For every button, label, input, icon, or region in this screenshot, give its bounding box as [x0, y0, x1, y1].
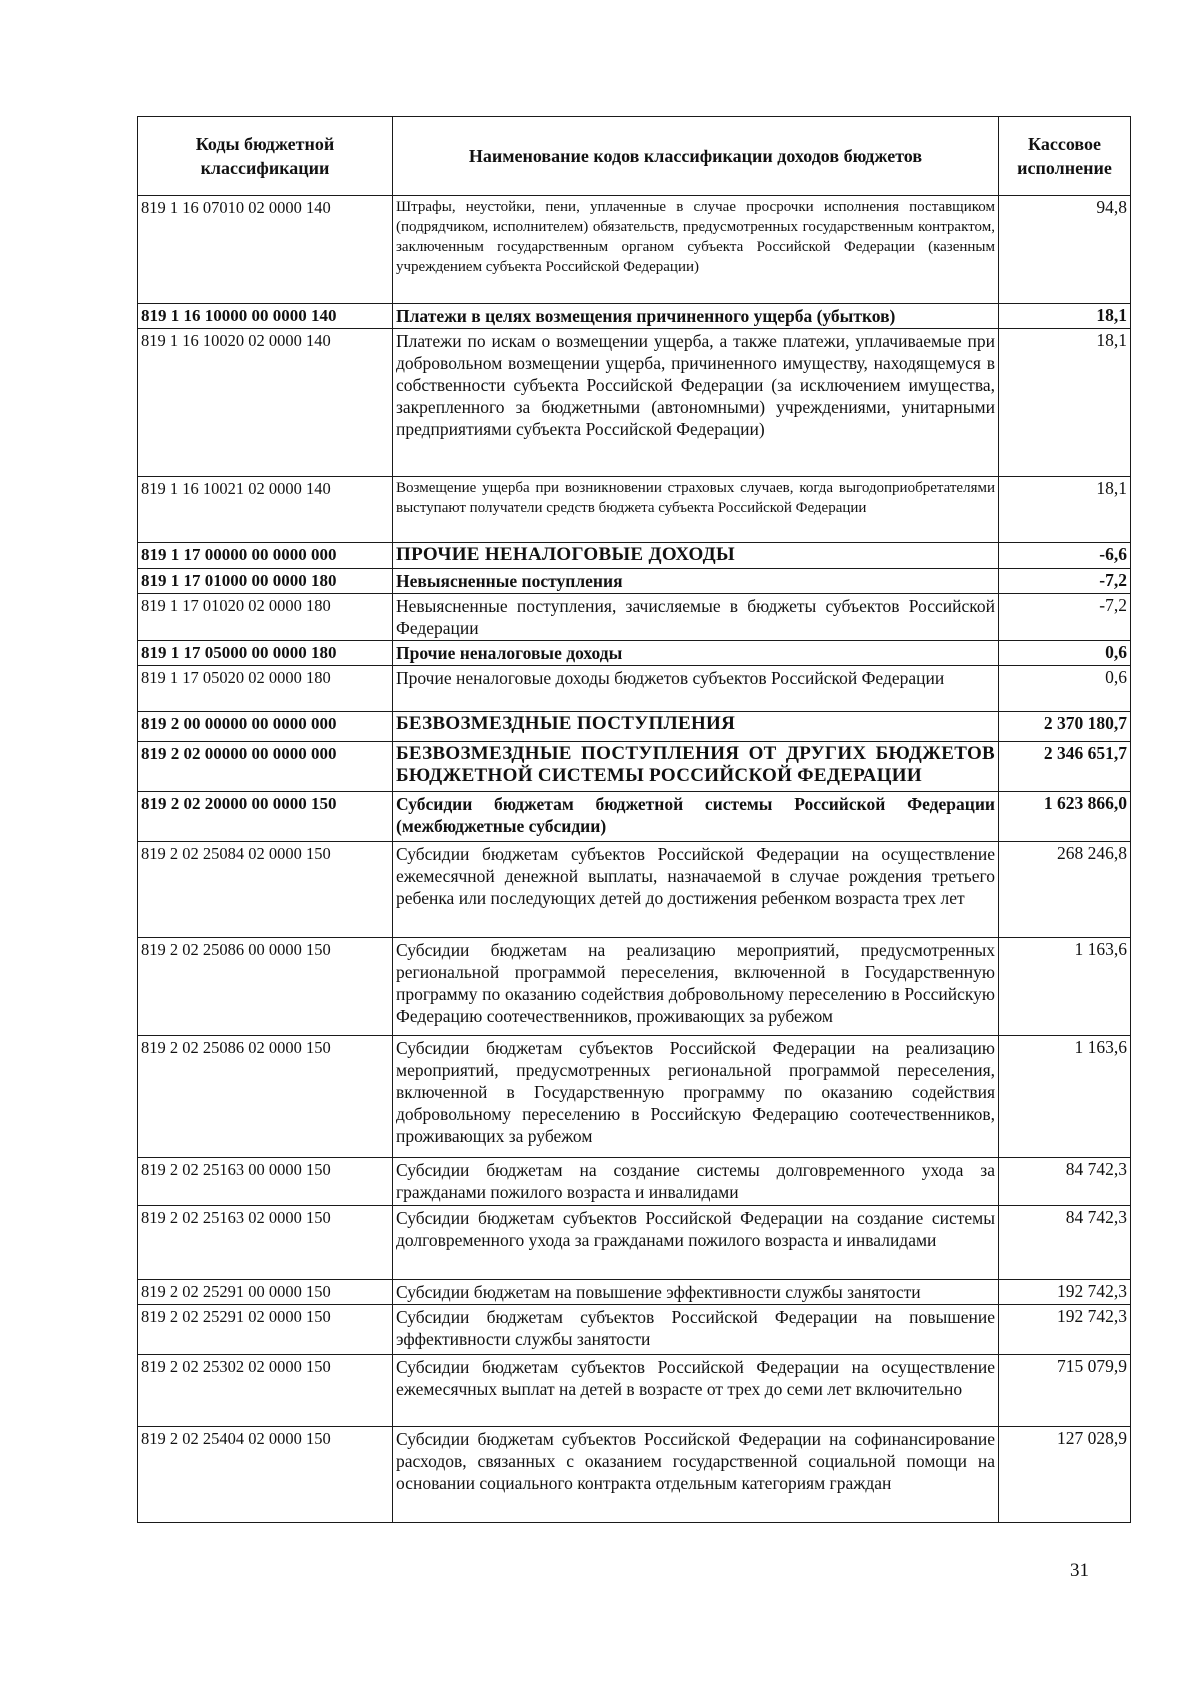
table-row: [138, 641, 1131, 666]
table-row: [138, 938, 1131, 1036]
row-value: 127 028,9: [999, 1427, 1131, 1523]
row-name: Невыясненные поступления, зачисляемые в бюджеты субъектов Российской Федерации: [393, 594, 999, 641]
table-row: [138, 1158, 1131, 1206]
row-code: 819 2 02 25404 02 0000 150: [138, 1427, 393, 1523]
row-value: 192 742,3: [999, 1280, 1131, 1305]
row-code: 819 2 00 00000 00 0000 000: [138, 712, 393, 742]
row-value: 715 079,9: [999, 1355, 1131, 1427]
row-name: БЕЗВОЗМЕЗДНЫЕ ПОСТУПЛЕНИЯ ОТ ДРУГИХ БЮДЖЕТОВ БЮДЖЕТНОЙ СИСТЕМЫ РОССИЙСКОЙ ФЕДЕРАЦИИ: [393, 742, 999, 792]
row-value: 268 246,8: [999, 842, 1131, 938]
row-value: 0,6: [999, 641, 1131, 666]
page-number: 31: [1070, 1560, 1089, 1581]
row-value: 18,1: [999, 329, 1131, 477]
row-code: 819 1 17 05020 02 0000 180: [138, 666, 393, 712]
row-value: 84 742,3: [999, 1206, 1131, 1280]
row-name: Прочие неналоговые доходы: [393, 641, 999, 666]
row-name: Субсидии бюджетам на реализацию мероприятий, предусмотренных региональной программой переселения, включенной в Государственную программу по оказанию содействия добровольному переселению в Российскую Федерацию соотечественников, проживающих за рубежом: [393, 938, 999, 1036]
table-row: [138, 1427, 1131, 1523]
row-name: Платежи в целях возмещения причиненного ущерба (убытков): [393, 304, 999, 329]
row-name: Субсидии бюджетам субъектов Российской Федерации на реализацию мероприятий, предусмотренных региональной программой переселения, включенной в Государственную программу по оказанию содействия добровольному переселению в Российскую Федерацию соотечественников, проживающих за рубежом: [393, 1036, 999, 1158]
row-code: 819 2 02 00000 00 0000 000: [138, 742, 393, 792]
row-value: 84 742,3: [999, 1158, 1131, 1206]
row-name: Субсидии бюджетам субъектов Российской Федерации на софинансирование расходов, связанных с оказанием государственной социальной помощи на основании социального контракта отдельным категориям граждан: [393, 1427, 999, 1523]
table-header-row: [138, 117, 1131, 196]
row-name: Субсидии бюджетам на создание системы долговременного ухода за гражданами пожилого возраста и инвалидами: [393, 1158, 999, 1206]
row-code: 819 2 02 25086 00 0000 150: [138, 938, 393, 1036]
row-code: 819 1 16 10021 02 0000 140: [138, 477, 393, 543]
row-value: 1 623 866,0: [999, 792, 1131, 842]
table-row: [138, 842, 1131, 938]
row-code: 819 2 02 25291 00 0000 150: [138, 1280, 393, 1305]
row-name: Субсидии бюджетам субъектов Российской Федерации на создание системы долговременного ухода за гражданами пожилого возраста и инвалидами: [393, 1206, 999, 1280]
row-value: 94,8: [999, 196, 1131, 304]
table-row: [138, 543, 1131, 569]
budget-classification-table: [137, 116, 1131, 1523]
table-row: [138, 792, 1131, 842]
table-row: [138, 329, 1131, 477]
row-name: ПРОЧИЕ НЕНАЛОГОВЫЕ ДОХОДЫ: [393, 543, 999, 569]
row-name: Субсидии бюджетам субъектов Российской Федерации на осуществление ежемесячных выплат на детей в возрасте от трех до семи лет включительно: [393, 1355, 999, 1427]
table-row: [138, 1206, 1131, 1280]
row-value: 2 370 180,7: [999, 712, 1131, 742]
table-row: [138, 594, 1131, 641]
row-value: 0,6: [999, 666, 1131, 712]
row-code: 819 1 16 10020 02 0000 140: [138, 329, 393, 477]
header-code: Коды бюджетной классификации: [138, 117, 393, 196]
table-row: [138, 1036, 1131, 1158]
row-code: 819 2 02 25163 00 0000 150: [138, 1158, 393, 1206]
row-value: 1 163,6: [999, 938, 1131, 1036]
row-name: Платежи по искам о возмещении ущерба, а также платежи, уплачиваемые при добровольном возмещении ущерба, причиненного имуществу, находящемуся в собственности субъекта Российской Федерации (за исключением имущества, закрепленного за бюджетными (автономными) учреждениями, унитарными предприятиями субъекта Российской Федерации): [393, 329, 999, 477]
row-value: -7,2: [999, 569, 1131, 594]
header-name: Наименование кодов классификации доходов бюджетов: [393, 117, 999, 196]
row-value: 192 742,3: [999, 1305, 1131, 1355]
row-value: 18,1: [999, 477, 1131, 543]
row-name: Субсидии бюджетам на повышение эффективности службы занятости: [393, 1280, 999, 1305]
table-row: [138, 569, 1131, 594]
table-row: [138, 477, 1131, 543]
row-value: 2 346 651,7: [999, 742, 1131, 792]
row-value: 1 163,6: [999, 1036, 1131, 1158]
row-name: Возмещение ущерба при возникновении страховых случаев, когда выгодоприобретателями выступают получатели средств бюджета субъекта Российской Федерации: [393, 477, 999, 543]
table-row: [138, 196, 1131, 304]
row-code: 819 2 02 25086 02 0000 150: [138, 1036, 393, 1158]
table-row: [138, 666, 1131, 712]
row-code: 819 1 17 05000 00 0000 180: [138, 641, 393, 666]
row-code: 819 1 16 10000 00 0000 140: [138, 304, 393, 329]
header-value: Кассовое исполнение: [999, 117, 1131, 196]
row-value: 18,1: [999, 304, 1131, 329]
row-name: Прочие неналоговые доходы бюджетов субъектов Российской Федерации: [393, 666, 999, 712]
row-code: 819 2 02 25084 02 0000 150: [138, 842, 393, 938]
table-row: [138, 712, 1131, 742]
row-code: 819 1 17 01000 00 0000 180: [138, 569, 393, 594]
row-code: 819 2 02 20000 00 0000 150: [138, 792, 393, 842]
row-code: 819 2 02 25163 02 0000 150: [138, 1206, 393, 1280]
table-row: [138, 1280, 1131, 1305]
row-code: 819 2 02 25302 02 0000 150: [138, 1355, 393, 1427]
row-code: 819 1 17 01020 02 0000 180: [138, 594, 393, 641]
row-value: -6,6: [999, 543, 1131, 569]
row-code: 819 1 17 00000 00 0000 000: [138, 543, 393, 569]
row-name: БЕЗВОЗМЕЗДНЫЕ ПОСТУПЛЕНИЯ: [393, 712, 999, 742]
table-row: [138, 1305, 1131, 1355]
row-name: Штрафы, неустойки, пени, уплаченные в случае просрочки исполнения поставщиком (подрядчиком, исполнителем) обязательств, предусмотренных государственным контрактом, заключенным государственным органом субъекта Российской Федерации (казенным учреждением субъекта Российской Федерации): [393, 196, 999, 304]
table-row: [138, 742, 1131, 792]
row-name: Субсидии бюджетам субъектов Российской Федерации на осуществление ежемесячной денежной выплаты, назначаемой в случае рождения третьего ребенка или последующих детей до достижения ребенком возраста трех лет: [393, 842, 999, 938]
table-row: [138, 1355, 1131, 1427]
table-row: [138, 304, 1131, 329]
row-name: Субсидии бюджетам субъектов Российской Федерации на повышение эффективности службы занятости: [393, 1305, 999, 1355]
row-code: 819 1 16 07010 02 0000 140: [138, 196, 393, 304]
row-name: Невыясненные поступления: [393, 569, 999, 594]
row-name: Субсидии бюджетам бюджетной системы Российской Федерации (межбюджетные субсидии): [393, 792, 999, 842]
row-value: -7,2: [999, 594, 1131, 641]
row-code: 819 2 02 25291 02 0000 150: [138, 1305, 393, 1355]
